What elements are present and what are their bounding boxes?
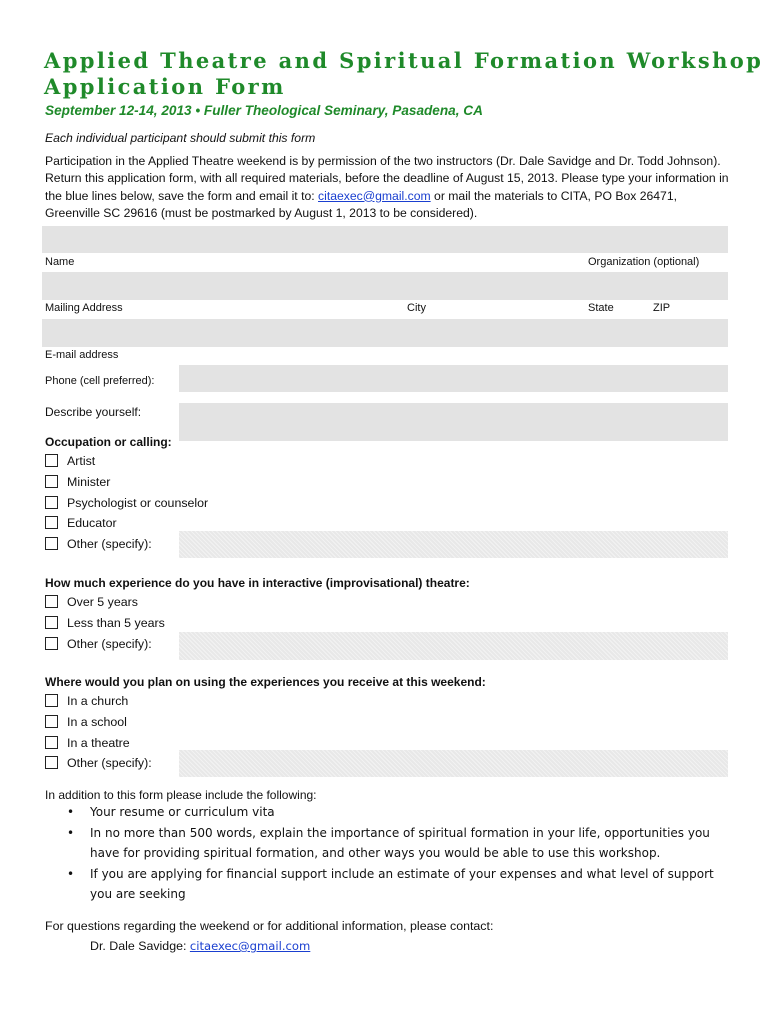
name-label: Name <box>45 256 75 268</box>
intro-email-link[interactable]: citaexec@gmail.com <box>318 188 431 203</box>
describe-label: Describe yourself: <box>45 405 142 419</box>
occupation-option-educator[interactable] <box>45 514 117 531</box>
occupation-question: Occupation or calling: <box>45 435 172 449</box>
include-list <box>63 802 728 905</box>
bullet-icon: • <box>67 825 75 840</box>
checkbox[interactable] <box>45 736 58 749</box>
experience-option-less-5[interactable] <box>45 614 165 631</box>
checkbox[interactable] <box>45 715 58 728</box>
option-label: Other (specify): <box>67 755 152 770</box>
city-label: City <box>407 302 426 314</box>
option-label: Other (specify): <box>67 536 152 551</box>
checkbox[interactable] <box>45 475 58 488</box>
list-item-text: Your resume or curriculum vita <box>90 805 275 819</box>
checkbox[interactable] <box>45 496 58 509</box>
occupation-option-other[interactable] <box>45 535 152 552</box>
checkbox[interactable] <box>45 756 58 769</box>
checkbox[interactable] <box>45 616 58 629</box>
usage-other-input[interactable] <box>179 750 728 777</box>
list-item-text: If you are applying for financial support include an estimate of your expenses and what level of support you are seeking <box>90 866 714 901</box>
occupation-option-minister[interactable] <box>45 473 110 490</box>
mailing-address-label: Mailing Address <box>45 302 123 314</box>
submission-note: Each individual participant should submit this form <box>45 131 316 145</box>
occupation-other-input[interactable] <box>179 531 728 558</box>
phone-input[interactable] <box>179 365 728 392</box>
form-title-line-2: Application Form <box>44 74 286 99</box>
contact-person <box>90 939 310 953</box>
contact-person-name: Dr. Dale Savidge: <box>90 939 190 953</box>
email-label: E-mail address <box>45 349 119 361</box>
mailing-address-input[interactable] <box>42 272 728 300</box>
usage-option-theatre[interactable] <box>45 734 130 751</box>
intro-paragraph <box>45 153 735 222</box>
experience-option-over-5[interactable] <box>45 593 138 610</box>
list-item <box>63 802 728 823</box>
organization-label: Organization (optional) <box>588 256 700 268</box>
checkbox[interactable] <box>45 454 58 467</box>
usage-question: Where would you plan on using the experiences you receive at this weekend: <box>45 675 486 689</box>
describe-input[interactable] <box>179 403 728 441</box>
checkbox[interactable] <box>45 694 58 707</box>
option-label: Other (specify): <box>67 636 152 651</box>
checkbox[interactable] <box>45 516 58 529</box>
experience-other-input[interactable] <box>179 632 728 660</box>
occupation-option-artist[interactable] <box>45 452 95 469</box>
option-label: Over 5 years <box>67 594 138 609</box>
checkbox[interactable] <box>45 637 58 650</box>
bullet-icon: • <box>67 866 75 881</box>
usage-option-other[interactable] <box>45 754 152 771</box>
event-subtitle: September 12-14, 2013 • Fuller Theological Seminary, Pasadena, CA <box>45 103 483 118</box>
zip-label: ZIP <box>653 302 671 314</box>
include-intro: In addition to this form please include the following: <box>45 788 317 802</box>
phone-label: Phone (cell preferred): <box>45 375 155 387</box>
option-label: In a theatre <box>67 735 130 750</box>
option-label: In a church <box>67 693 129 708</box>
bullet-icon: • <box>67 805 75 819</box>
option-label: Less than 5 years <box>67 615 165 630</box>
contact-email-link[interactable]: citaexec@gmail.com <box>189 939 311 953</box>
list-item-text: In no more than 500 words, explain the importance of spiritual formation in your life, opportunities you have for providing spiritual formation, and other ways you would be able to use this workshop. <box>90 825 710 860</box>
checkbox[interactable] <box>45 537 58 550</box>
intro-text-after-email: or mail the materials to CITA, PO Box 26471, Greenville SC 29616 (must be postmarked by August 1, 2013 to be considered). <box>45 188 677 220</box>
option-label: Educator <box>67 515 117 530</box>
list-item <box>63 823 728 864</box>
form-title-line-1: Applied Theatre and Spiritual Formation Workshop <box>44 48 764 73</box>
usage-option-school[interactable] <box>45 713 127 730</box>
checkbox[interactable] <box>45 595 58 608</box>
contact-text: For questions regarding the weekend or for additional information, please contact: <box>45 919 494 933</box>
option-label: In a school <box>67 714 127 729</box>
occupation-option-psychologist[interactable] <box>45 494 208 511</box>
email-input[interactable] <box>42 319 728 347</box>
name-organization-input[interactable] <box>42 226 728 253</box>
intro-text-before-email: Participation in the Applied Theatre weekend is by permission of the two instructors (Dr. Dale Savidge and Dr. Todd Johnson). Return this application form, with all required materials, before the deadline of August 15, 2013. Please type your information in the blue lines below, save the form and email it to: <box>45 154 729 203</box>
experience-option-other[interactable] <box>45 635 152 652</box>
experience-question: How much experience do you have in interactive (improvisational) theatre: <box>45 576 470 590</box>
state-label: State <box>588 302 614 314</box>
option-label: Artist <box>67 453 96 468</box>
usage-option-church[interactable] <box>45 692 128 709</box>
list-item <box>63 864 728 905</box>
option-label: Minister <box>67 474 111 489</box>
option-label: Psychologist or counselor <box>67 495 209 510</box>
